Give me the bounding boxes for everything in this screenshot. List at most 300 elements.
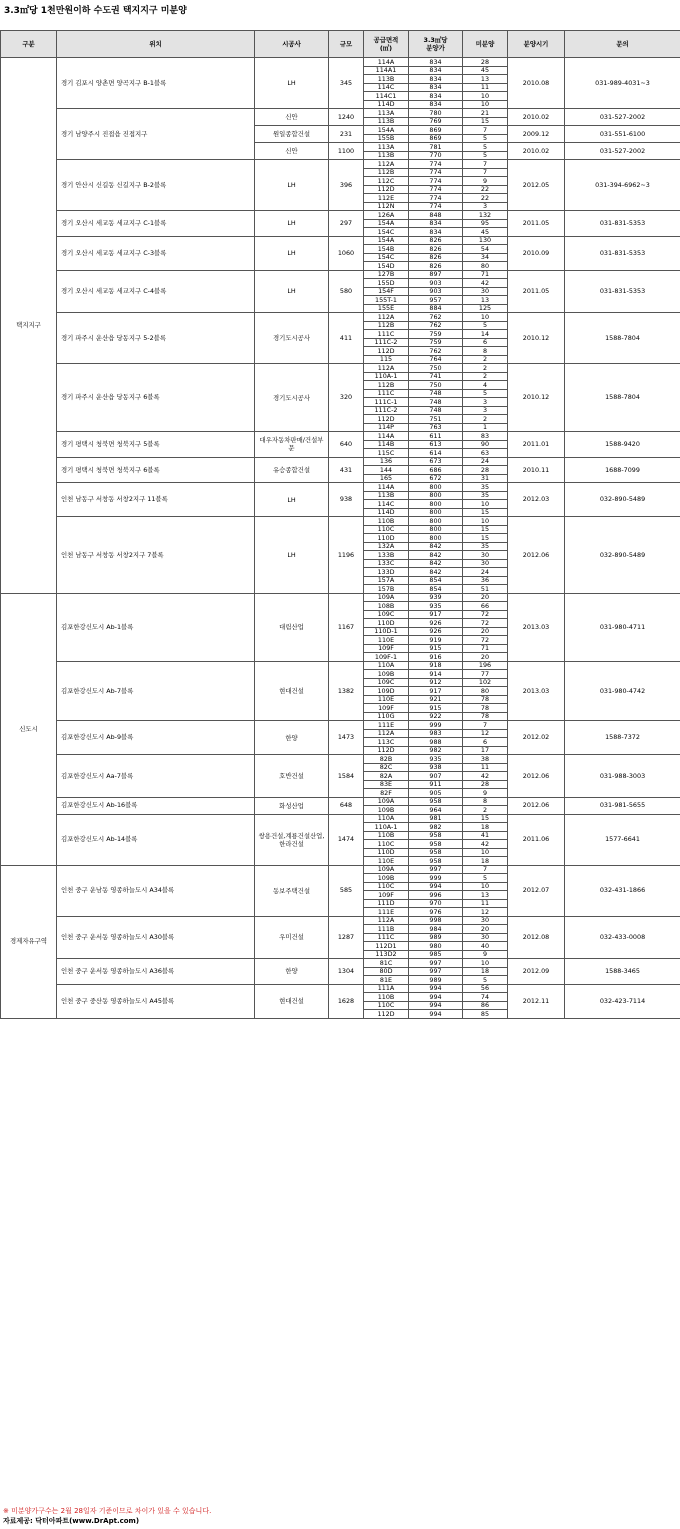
builder-cell: 원일종합건설 — [255, 126, 329, 143]
price-cell: 762 — [409, 321, 463, 330]
unsold-cell: 74 — [463, 993, 508, 1002]
unsold-cell: 3 — [463, 406, 508, 415]
unsold-cell: 30 — [463, 559, 508, 568]
supply-area-cell: 109F — [364, 891, 409, 900]
supply-area-cell: 109C — [364, 678, 409, 687]
price-cell: 611 — [409, 432, 463, 441]
unsold-cell: 34 — [463, 253, 508, 262]
price-cell: 921 — [409, 695, 463, 704]
unsold-cell: 35 — [463, 491, 508, 500]
table-row — [1, 865, 680, 874]
price-cell: 869 — [409, 126, 463, 135]
unsold-cell: 22 — [463, 185, 508, 194]
price-cell: 996 — [409, 891, 463, 900]
price-cell: 686 — [409, 466, 463, 475]
builder-cell: 화성산업 — [255, 797, 329, 814]
price-cell: 970 — [409, 899, 463, 908]
unsold-cell: 132 — [463, 211, 508, 220]
unsold-cell: 31 — [463, 474, 508, 483]
scale-cell: 231 — [329, 126, 364, 143]
builder-cell: 경기도시공사 — [255, 364, 329, 432]
data-source: 자료제공: 닥터아파트(www.DrApt.com) — [3, 1517, 140, 1525]
supply-area-cell: 110C — [364, 1001, 409, 1010]
scale-cell: 585 — [329, 865, 364, 916]
scale-cell: 345 — [329, 58, 364, 109]
price-cell: 917 — [409, 687, 463, 696]
price-cell: 842 — [409, 559, 463, 568]
price-cell: 905 — [409, 789, 463, 798]
price-cell: 997 — [409, 865, 463, 874]
supply-area-cell: 155T-1 — [364, 296, 409, 305]
unsold-cell: 40 — [463, 942, 508, 951]
supply-area-cell: 114A — [364, 432, 409, 441]
price-cell: 800 — [409, 483, 463, 492]
unsold-cell: 2 — [463, 364, 508, 373]
location-cell: 김포한강신도시 Ab-9블록 — [57, 721, 255, 755]
price-cell: 897 — [409, 270, 463, 279]
supply-area-cell: 112A — [364, 364, 409, 373]
price-cell: 781 — [409, 143, 463, 152]
price-cell: 826 — [409, 262, 463, 271]
unsold-cell: 20 — [463, 653, 508, 662]
price-cell: 980 — [409, 942, 463, 951]
scale-cell: 938 — [329, 483, 364, 517]
location-cell: 인천 중구 중산동 영종하늘도시 A45블록 — [57, 984, 255, 1018]
unsold-cell: 13 — [463, 75, 508, 84]
price-cell: 903 — [409, 287, 463, 296]
sale-period-cell: 2012.06 — [508, 797, 565, 814]
builder-cell: 신안 — [255, 109, 329, 126]
scale-cell: 1060 — [329, 236, 364, 270]
supply-area-cell: 112A — [364, 160, 409, 169]
price-cell: 957 — [409, 296, 463, 305]
supply-area-cell: 111C — [364, 330, 409, 339]
sale-period-cell: 2010.11 — [508, 457, 565, 483]
unsold-cell: 14 — [463, 330, 508, 339]
unsold-cell: 6 — [463, 338, 508, 347]
scale-cell: 1287 — [329, 916, 364, 959]
sale-period-cell: 2010.02 — [508, 143, 565, 160]
sale-period-cell: 2012.06 — [508, 517, 565, 594]
scale-cell: 1304 — [329, 959, 364, 985]
sale-period-cell: 2012.09 — [508, 959, 565, 985]
header-scale: 규모 — [329, 31, 364, 58]
scale-cell: 1628 — [329, 984, 364, 1018]
supply-area-cell: 111C-2 — [364, 406, 409, 415]
supply-area-cell: 110E — [364, 857, 409, 866]
scale-cell: 297 — [329, 211, 364, 237]
category-cell: 경제자유구역 — [1, 865, 57, 1018]
unsold-cell: 30 — [463, 287, 508, 296]
unsold-cell: 85 — [463, 1010, 508, 1019]
contact-cell: 031-980-4742 — [565, 661, 680, 721]
unsold-cell: 11 — [463, 763, 508, 772]
price-cell: 903 — [409, 279, 463, 288]
sale-period-cell: 2013.03 — [508, 661, 565, 721]
table-row — [1, 109, 680, 118]
builder-cell: 우미건설 — [255, 916, 329, 959]
unsold-cell: 45 — [463, 66, 508, 75]
builder-cell: 한양 — [255, 721, 329, 755]
contact-cell: 032-431-1866 — [565, 865, 680, 916]
builder-cell: LH — [255, 483, 329, 517]
unsold-cell: 83 — [463, 432, 508, 441]
unsold-cell: 72 — [463, 636, 508, 645]
location-cell: 인천 남동구 서창동 서창2지구 11블록 — [57, 483, 255, 517]
supply-area-cell: 114C1 — [364, 92, 409, 101]
unsold-cell: 78 — [463, 695, 508, 704]
supply-area-cell: 111E — [364, 908, 409, 917]
contact-cell: 032-433-0008 — [565, 916, 680, 959]
unsold-cell: 86 — [463, 1001, 508, 1010]
price-cell: 762 — [409, 313, 463, 322]
supply-area-cell: 112D1 — [364, 942, 409, 951]
price-cell: 989 — [409, 933, 463, 942]
contact-cell: 031-989-4031~3 — [565, 58, 680, 109]
unsold-cell: 6 — [463, 738, 508, 747]
table-row — [1, 236, 680, 245]
table-row — [1, 661, 680, 670]
price-cell: 764 — [409, 355, 463, 364]
supply-area-cell: 113C — [364, 738, 409, 747]
sale-period-cell: 2010.02 — [508, 109, 565, 126]
price-cell: 911 — [409, 780, 463, 789]
price-cell: 770 — [409, 151, 463, 160]
unsold-cell: 63 — [463, 449, 508, 458]
supply-area-cell: 144 — [364, 466, 409, 475]
contact-cell: 1588-9420 — [565, 432, 680, 458]
price-cell: 762 — [409, 347, 463, 356]
builder-cell: 동보주택건설 — [255, 865, 329, 916]
supply-area-cell: 112N — [364, 202, 409, 211]
supply-area-cell: 112D — [364, 1010, 409, 1019]
supply-area-cell: 110D — [364, 848, 409, 857]
supply-area-cell: 154D — [364, 262, 409, 271]
table-row — [1, 721, 680, 730]
price-cell: 914 — [409, 670, 463, 679]
supply-area-cell: 113B — [364, 151, 409, 160]
header-supply-area: 공급면적 (㎡) — [364, 31, 409, 58]
builder-cell: 현대건설 — [255, 984, 329, 1018]
location-cell: 인천 중구 운남동 영종하늘도시 A34블록 — [57, 865, 255, 916]
price-cell: 759 — [409, 338, 463, 347]
unsold-cell: 8 — [463, 347, 508, 356]
contact-cell: 032-423-7114 — [565, 984, 680, 1018]
unsold-units-table — [0, 30, 680, 1019]
price-cell: 854 — [409, 585, 463, 594]
unsold-cell: 10 — [463, 100, 508, 109]
table-row — [1, 270, 680, 279]
price-cell: 826 — [409, 236, 463, 245]
unsold-cell: 130 — [463, 236, 508, 245]
supply-area-cell: 112A — [364, 916, 409, 925]
unsold-cell: 12 — [463, 729, 508, 738]
supply-area-cell: 110A-1 — [364, 372, 409, 381]
supply-area-cell: 110E — [364, 636, 409, 645]
scale-cell: 396 — [329, 160, 364, 211]
supply-area-cell: 109A — [364, 865, 409, 874]
unsold-cell: 2 — [463, 415, 508, 424]
unsold-cell: 72 — [463, 610, 508, 619]
unsold-cell: 35 — [463, 542, 508, 551]
unsold-cell: 66 — [463, 602, 508, 611]
unsold-cell: 28 — [463, 466, 508, 475]
price-cell: 774 — [409, 185, 463, 194]
location-cell: 인천 중구 운서동 영종하늘도시 A36블록 — [57, 959, 255, 985]
contact-cell: 031-831-5353 — [565, 270, 680, 313]
supply-area-cell: 114P — [364, 423, 409, 432]
supply-area-cell: 109C — [364, 610, 409, 619]
contact-cell: 1588-3465 — [565, 959, 680, 985]
price-cell: 922 — [409, 712, 463, 721]
price-cell: 826 — [409, 253, 463, 262]
unsold-cell: 10 — [463, 92, 508, 101]
unsold-cell: 30 — [463, 551, 508, 560]
scale-cell: 411 — [329, 313, 364, 364]
supply-area-cell: 110G — [364, 712, 409, 721]
sale-period-cell: 2011.05 — [508, 211, 565, 237]
unsold-cell: 38 — [463, 755, 508, 764]
location-cell: 경기 오산시 세교동 세교지구 C-4블록 — [57, 270, 255, 313]
price-cell: 994 — [409, 1010, 463, 1019]
sale-period-cell: 2012.02 — [508, 721, 565, 755]
price-cell: 998 — [409, 916, 463, 925]
location-cell: 경기 평택시 청북면 청북지구 5블록 — [57, 432, 255, 458]
table-row — [1, 160, 680, 169]
contact-cell: 031-831-5353 — [565, 236, 680, 270]
price-cell: 999 — [409, 721, 463, 730]
header-builder: 시공사 — [255, 31, 329, 58]
header-location: 위치 — [57, 31, 255, 58]
price-cell: 907 — [409, 772, 463, 781]
price-cell: 999 — [409, 874, 463, 883]
unsold-cell: 10 — [463, 848, 508, 857]
scale-cell: 1196 — [329, 517, 364, 594]
supply-area-cell: 108B — [364, 602, 409, 611]
sale-period-cell: 2009.12 — [508, 126, 565, 143]
supply-area-cell: 114A — [364, 58, 409, 67]
supply-area-cell: 114C — [364, 500, 409, 509]
builder-cell: LH — [255, 58, 329, 109]
supply-area-cell: 81E — [364, 976, 409, 985]
supply-area-cell: 111B — [364, 925, 409, 934]
supply-area-cell: 113A — [364, 109, 409, 118]
table-row — [1, 432, 680, 441]
builder-cell: LH — [255, 160, 329, 211]
builder-cell: LH — [255, 517, 329, 594]
location-cell: 김포한강신도시 Ab-7블록 — [57, 661, 255, 721]
supply-area-cell: 109B — [364, 874, 409, 883]
price-cell: 958 — [409, 848, 463, 857]
unsold-cell: 77 — [463, 670, 508, 679]
scale-cell: 1474 — [329, 814, 364, 865]
price-cell: 958 — [409, 831, 463, 840]
sale-period-cell: 2012.11 — [508, 984, 565, 1018]
location-cell: 경기 오산시 세교동 세교지구 C-3블록 — [57, 236, 255, 270]
unsold-cell: 5 — [463, 151, 508, 160]
unsold-cell: 28 — [463, 58, 508, 67]
supply-area-cell: 82A — [364, 772, 409, 781]
unsold-cell: 18 — [463, 823, 508, 832]
price-cell: 958 — [409, 797, 463, 806]
price-cell: 976 — [409, 908, 463, 917]
supply-area-cell: 110C — [364, 882, 409, 891]
table-row — [1, 755, 680, 764]
header-price-per-3-3: 3.3㎡당 분양가 — [409, 31, 463, 58]
unsold-cell: 10 — [463, 882, 508, 891]
price-cell: 774 — [409, 168, 463, 177]
price-cell: 774 — [409, 177, 463, 186]
supply-area-cell: 81C — [364, 959, 409, 968]
supply-area-cell: 113B — [364, 491, 409, 500]
sale-period-cell: 2012.06 — [508, 755, 565, 798]
supply-area-cell: 109D — [364, 687, 409, 696]
sale-period-cell: 2012.08 — [508, 916, 565, 959]
unsold-cell: 7 — [463, 721, 508, 730]
supply-area-cell: 111C — [364, 933, 409, 942]
unsold-cell: 42 — [463, 772, 508, 781]
location-cell: 경기 안산시 신길동 신길지구 B-2블록 — [57, 160, 255, 211]
unsold-cell: 22 — [463, 194, 508, 203]
location-cell: 인천 남동구 서창동 서창2지구 7블록 — [57, 517, 255, 594]
supply-area-cell: 112A — [364, 313, 409, 322]
price-cell: 774 — [409, 194, 463, 203]
contact-cell: 032-890-5489 — [565, 517, 680, 594]
contact-cell: 031-527-2002 — [565, 109, 680, 126]
sale-period-cell: 2010.08 — [508, 58, 565, 109]
supply-area-cell: 112C — [364, 177, 409, 186]
supply-area-cell: 154F — [364, 287, 409, 296]
supply-area-cell: 83E — [364, 780, 409, 789]
supply-area-cell: 82C — [364, 763, 409, 772]
contact-cell: 1688-7099 — [565, 457, 680, 483]
location-cell: 경기 평택시 청북면 청북지구 6블록 — [57, 457, 255, 483]
price-cell: 994 — [409, 984, 463, 993]
price-cell: 926 — [409, 627, 463, 636]
unsold-cell: 196 — [463, 661, 508, 670]
supply-area-cell: 157B — [364, 585, 409, 594]
price-cell: 613 — [409, 440, 463, 449]
supply-area-cell: 154C — [364, 253, 409, 262]
unsold-cell: 28 — [463, 780, 508, 789]
header-row — [1, 31, 680, 58]
price-cell: 614 — [409, 449, 463, 458]
supply-area-cell: 133D — [364, 568, 409, 577]
unsold-cell: 10 — [463, 500, 508, 509]
sale-period-cell: 2011.05 — [508, 270, 565, 313]
unsold-cell: 20 — [463, 925, 508, 934]
unsold-cell: 2 — [463, 355, 508, 364]
builder-cell: 대림산업 — [255, 593, 329, 661]
supply-area-cell: 112B — [364, 381, 409, 390]
unsold-cell: 8 — [463, 797, 508, 806]
builder-cell: LH — [255, 236, 329, 270]
table-row — [1, 797, 680, 806]
unsold-cell: 80 — [463, 687, 508, 696]
contact-cell: 031-980-4711 — [565, 593, 680, 661]
price-cell: 938 — [409, 763, 463, 772]
price-cell: 750 — [409, 364, 463, 373]
price-cell: 984 — [409, 925, 463, 934]
supply-area-cell: 132A — [364, 542, 409, 551]
price-cell: 769 — [409, 117, 463, 126]
supply-area-cell: 80D — [364, 967, 409, 976]
supply-area-cell: 111E — [364, 721, 409, 730]
table-row — [1, 959, 680, 968]
price-cell: 988 — [409, 738, 463, 747]
price-cell: 964 — [409, 806, 463, 815]
unsold-cell: 15 — [463, 534, 508, 543]
supply-area-cell: 110D — [364, 619, 409, 628]
supply-area-cell: 112D — [364, 746, 409, 755]
unsold-cell: 20 — [463, 593, 508, 602]
supply-area-cell: 110C — [364, 840, 409, 849]
unsold-cell: 3 — [463, 398, 508, 407]
supply-area-cell: 109A — [364, 797, 409, 806]
price-cell: 800 — [409, 491, 463, 500]
scale-cell: 1167 — [329, 593, 364, 661]
supply-area-cell: 112B — [364, 321, 409, 330]
builder-cell: 현대건설 — [255, 661, 329, 721]
supply-area-cell: 112A — [364, 729, 409, 738]
price-cell: 748 — [409, 398, 463, 407]
price-cell: 763 — [409, 423, 463, 432]
supply-area-cell: 110B — [364, 517, 409, 526]
unsold-cell: 15 — [463, 525, 508, 534]
unsold-cell: 78 — [463, 704, 508, 713]
supply-area-cell: 112D — [364, 185, 409, 194]
price-cell: 981 — [409, 814, 463, 823]
unsold-cell: 11 — [463, 83, 508, 92]
scale-cell: 1584 — [329, 755, 364, 798]
unsold-cell: 90 — [463, 440, 508, 449]
unsold-cell: 21 — [463, 109, 508, 118]
unsold-cell: 10 — [463, 959, 508, 968]
unsold-cell: 10 — [463, 517, 508, 526]
price-cell: 989 — [409, 976, 463, 985]
supply-area-cell: 111A — [364, 984, 409, 993]
price-cell: 834 — [409, 92, 463, 101]
price-cell: 958 — [409, 857, 463, 866]
contact-cell: 031-527-2002 — [565, 143, 680, 160]
unsold-cell: 72 — [463, 619, 508, 628]
price-cell: 800 — [409, 534, 463, 543]
unsold-cell: 11 — [463, 899, 508, 908]
price-cell: 759 — [409, 330, 463, 339]
supply-area-cell: 155D — [364, 279, 409, 288]
unsold-cell: 125 — [463, 304, 508, 313]
sale-period-cell: 2010.12 — [508, 313, 565, 364]
builder-cell: 대우자동차판매/건설부문 — [255, 432, 329, 458]
supply-area-cell: 110B — [364, 831, 409, 840]
price-cell: 826 — [409, 245, 463, 254]
supply-area-cell: 115C — [364, 449, 409, 458]
table-row — [1, 814, 680, 823]
price-cell: 774 — [409, 202, 463, 211]
unsold-cell: 42 — [463, 840, 508, 849]
table-row — [1, 483, 680, 492]
unsold-cell: 20 — [463, 627, 508, 636]
supply-area-cell: 154A — [364, 236, 409, 245]
contact-cell: 031-981-5655 — [565, 797, 680, 814]
supply-area-cell: 114D — [364, 508, 409, 517]
table-row — [1, 916, 680, 925]
price-cell: 834 — [409, 219, 463, 228]
supply-area-cell: 154A — [364, 126, 409, 135]
builder-cell: 유승종합건설 — [255, 457, 329, 483]
supply-area-cell: 115 — [364, 355, 409, 364]
unsold-cell: 5 — [463, 143, 508, 152]
